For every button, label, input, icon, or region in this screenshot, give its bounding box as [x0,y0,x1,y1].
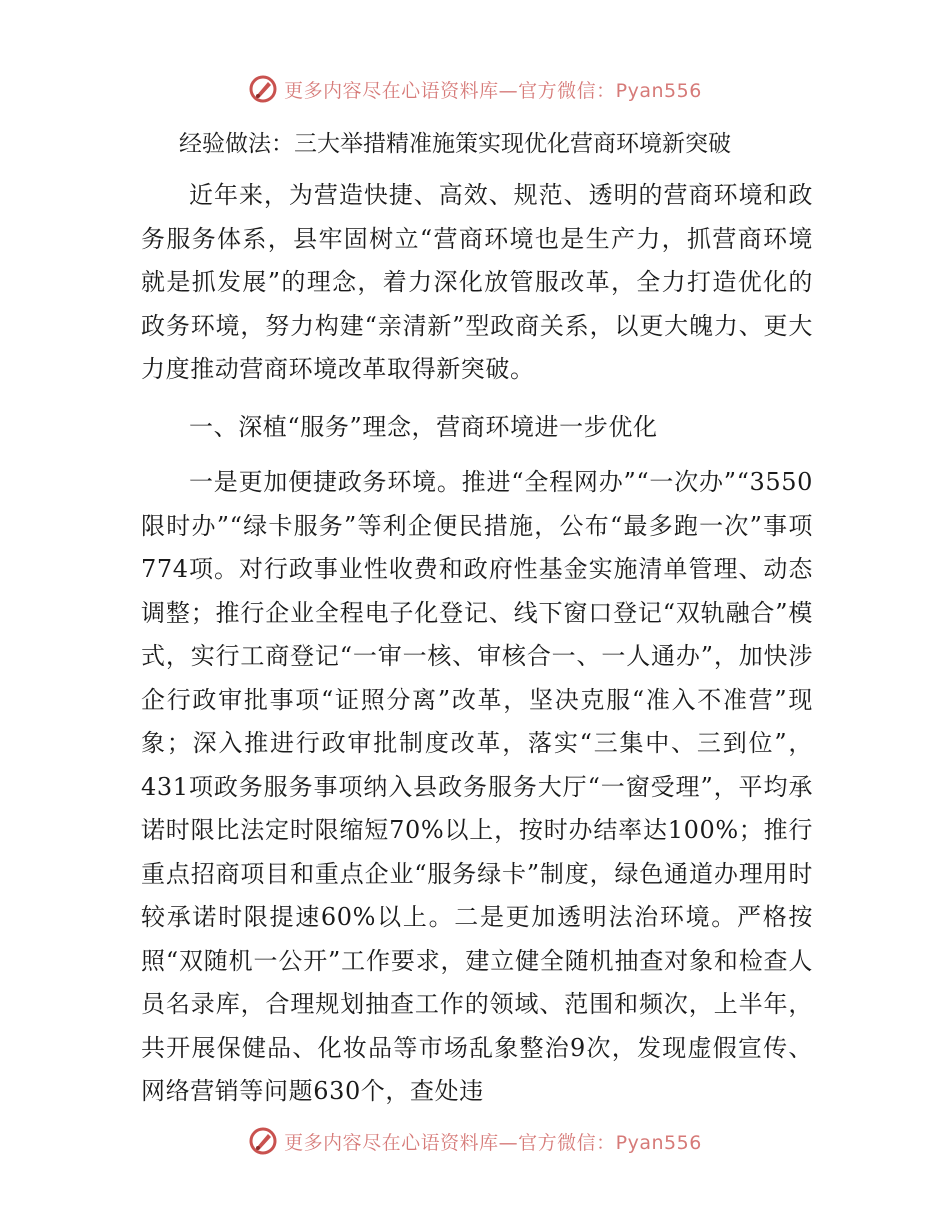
section-heading: 一、深植“服务”理念，营商环境进一步优化 [189,412,658,441]
watermark-text: 更多内容尽在心语资料库—官方微信：Pyan556 [284,1131,702,1154]
watermark-logo-icon [248,74,278,104]
watermark-logo-icon [248,1126,278,1156]
watermark-footer [0,1126,950,1156]
intro-paragraph: 近年来，为营造快捷、高效、规范、透明的营商环境和政务服务体系，县牢固树立“营商环境也是生产力，抓营商环境就是抓发展”的理念，着力深化放管服改革，全力打造优化的政务环境，努力构建“亲清新”型政商关系，以更大魄力、更大力度推动营商环境改革取得新突破。 [141,181,813,383]
watermark-header [0,74,950,104]
document-body [141,122,813,1114]
document-title: 经验做法：三大举措精准施策实现优化营商环境新突破 [179,131,731,157]
watermark-text: 更多内容尽在心语资料库—官方微信：Pyan556 [284,79,702,102]
section-body-paragraph: 一是更加便捷政务环境。推进“全程网办”“一次办”“3550限时办”“绿卡服务”等利企便民措施，公布“最多跑一次”事项774项。对行政事业性收费和政府性基金实施清单管理、动态调整；推行企业全程电子化登记、线下窗口登记“双轨融合”模式，实行工商登记“一审一核、审核合一、一人通办”，加快涉企行政审批事项“证照分离”改革，坚决克服“准入不准营”现象；深入推进行政审批制度改革，落实“三集中、三到位”，431项政务服务事项纳入县政务服务大厅“一窗受理”，平均承诺时限比法定时限缩短70%以上，按时办结率达100%；推行重点招商项目和重点企业“服务绿卡”制度，绿色通道办理用时较承诺时限提速60%以上。二是更加透明法治环境。严格按照“双随机一公开”工作要求，建立健全随机抽查对象和检查人员名录库，合理规划抽查工作的领域、范围和频次，上半年，共开展保健品、化妆品等市场乱象整治9次，发现虚假宣传、网络营销等问题630个，查处违 [141,468,813,1105]
